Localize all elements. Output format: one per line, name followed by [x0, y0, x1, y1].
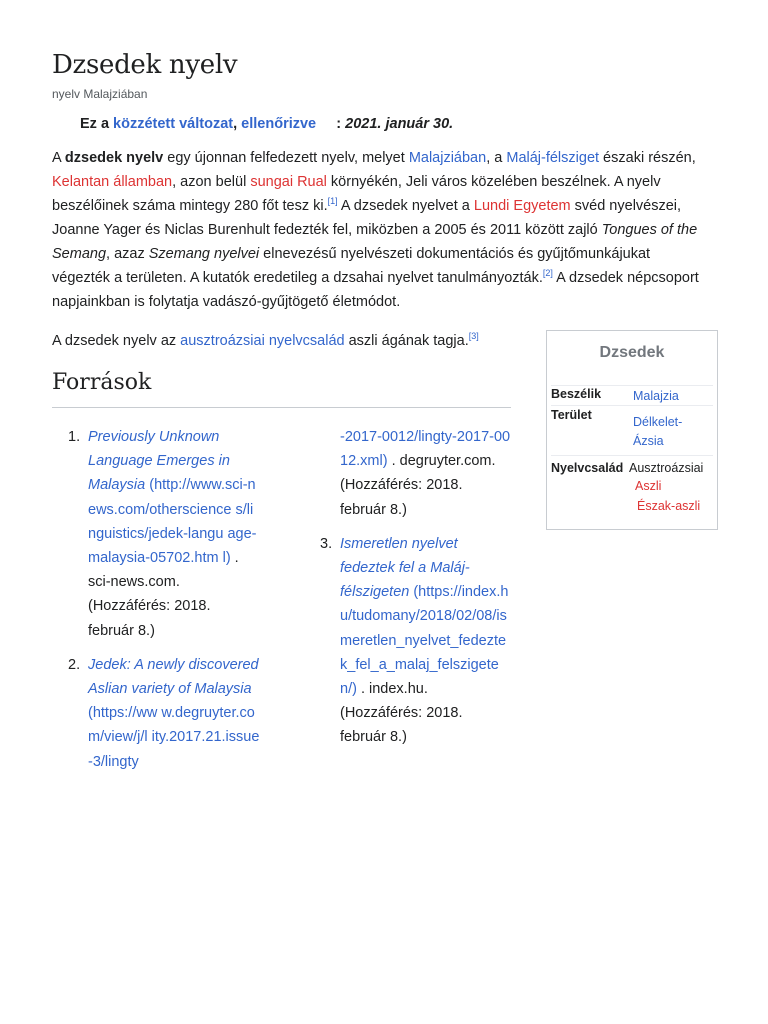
italic-text: Tongues of the Semang [52, 222, 698, 262]
reference-item [68, 653, 260, 774]
text: aszli ágának tagja. [344, 333, 469, 349]
reference-title-link[interactable]: Ismeretlen nyelvet fedeztek fel a Maláj-félszigeten [340, 535, 470, 601]
page-title: Dzsedek nyelv [52, 50, 238, 80]
reference-number: 2. [68, 656, 81, 673]
link-nyelvcsalad[interactable]: nyelvcsalád [268, 333, 345, 349]
infobox-label: Terület [551, 408, 592, 422]
reference-item [320, 532, 512, 750]
reference-source: . sci-news.com. (Hozzáférés: 2018. február 8.) [88, 550, 239, 639]
infobox [546, 330, 718, 530]
revision-comma: , [233, 116, 238, 132]
family-paragraph [52, 329, 522, 353]
infobox-subvalue-link[interactable]: Észak-aszli [637, 499, 701, 513]
references-column-2 [320, 425, 512, 750]
text: északi részén, [599, 150, 696, 166]
bold-term: dzsedek nyelv [64, 150, 164, 166]
reference-title-link[interactable]: Jedek: A newly discovered Aslian variety of Malaysia [88, 656, 259, 698]
page-subtitle: nyelv Malajziában [52, 87, 148, 101]
text: A dzsedek nyelvet a [337, 198, 474, 214]
infobox-value: Ausztroázsiai [629, 461, 704, 475]
reference-url-link[interactable]: (https://index.hu/tudomany/2018/02/08/ismeretlen_nyelvet_fedeztek_fel_a_malaj_felszigeten/) [340, 584, 509, 698]
text: , a [486, 150, 507, 166]
text: , azon belül [172, 174, 251, 190]
reference-source: . degruyter.com. (Hozzáférés: 2018. február 8.) [340, 453, 496, 518]
checked-link[interactable]: ellenőrizve [241, 116, 317, 132]
reference-number: 3. [320, 535, 333, 552]
revision-date: 2021. január 30. [345, 116, 454, 132]
link-ausztroazsiai[interactable]: ausztroázsiai [180, 333, 265, 349]
reference-title-link[interactable]: Previously Unknown Language Emerges in Malaysia [88, 429, 230, 494]
revision-notice [80, 116, 453, 132]
infobox-subvalue-link[interactable]: Aszli [635, 479, 662, 493]
infobox-value-link[interactable]: Délkelet-Ázsia [633, 415, 683, 448]
infobox-label: Beszélik [551, 387, 602, 401]
intro-paragraph [52, 146, 712, 314]
reference-3[interactable]: [3] [468, 331, 479, 341]
text: egy újonnan felfedezett nyelv, melyet [163, 150, 409, 166]
revision-colon: : [336, 116, 342, 132]
revision-prefix: Ez a [80, 116, 110, 132]
link-lundi-egyetem[interactable]: Lundi Egyetem [473, 198, 571, 214]
text: elnevezésű nyelvészeti dokumentációs és gyűjtőmunkájukat végezték a területen. A kutatók eredetileg a dzsahai nyelvet tanulmányozták. [52, 246, 651, 286]
published-version-link[interactable]: közzétett változat [113, 116, 234, 132]
infobox-divider [551, 405, 713, 406]
infobox-divider [551, 385, 713, 386]
reference-url-link[interactable]: (http://www.sci-news.com/otherscience s/linguistics/jedek-langu age-malaysia-05702.htm l) [88, 477, 257, 567]
reference-number: 1. [68, 429, 81, 445]
text: A dzsedek népcsoport napjainkban is folytatja vadászó-gyűjtögető életmódot. [52, 270, 699, 310]
reference-item-continued [340, 425, 512, 522]
text: A [52, 150, 65, 166]
reference-2[interactable]: [2] [542, 268, 553, 278]
reference-url-link[interactable]: (https://ww w.degruyter.com/view/j/l ity.2017.21.issue-3/lingty [88, 705, 260, 770]
reference-item [68, 425, 260, 643]
reference-1[interactable]: [1] [327, 196, 338, 206]
text: , azaz [106, 246, 149, 262]
sources-heading: Források [52, 370, 511, 408]
infobox-title: Dzsedek [599, 344, 665, 361]
text: környékén, Jeli város közelében beszélnek. A nyelv beszélőinek száma mintegy 280 főt tesz ki. [52, 174, 661, 214]
reference-url-link[interactable]: -2017-0012/lingty-2017-0012.xml) [340, 429, 511, 470]
infobox-label-link[interactable]: Nyelvcsalád [551, 461, 624, 475]
italic-text: Szemang nyelvei [148, 246, 260, 262]
link-sungai-rual[interactable]: sungai Rual [250, 174, 327, 190]
text: A dzsedek nyelv az [52, 333, 181, 349]
text: svéd nyelvészei, Joanne Yager és Niclas Burenhult fedezték fel, miközben a 2005 és 2011 között zajló [52, 198, 682, 238]
reference-source: . index.hu. (Hozzáférés: 2018. február 8.) [340, 681, 463, 746]
references-column-1 [68, 425, 260, 774]
infobox-value-link[interactable]: Malajzia [633, 389, 679, 403]
link-kelantan[interactable]: Kelantan államban [52, 174, 173, 190]
link-malajzia[interactable]: Malajziában [408, 150, 487, 166]
link-malaj-felsziget[interactable]: Maláj-félsziget [506, 150, 600, 166]
infobox-divider [551, 455, 713, 456]
